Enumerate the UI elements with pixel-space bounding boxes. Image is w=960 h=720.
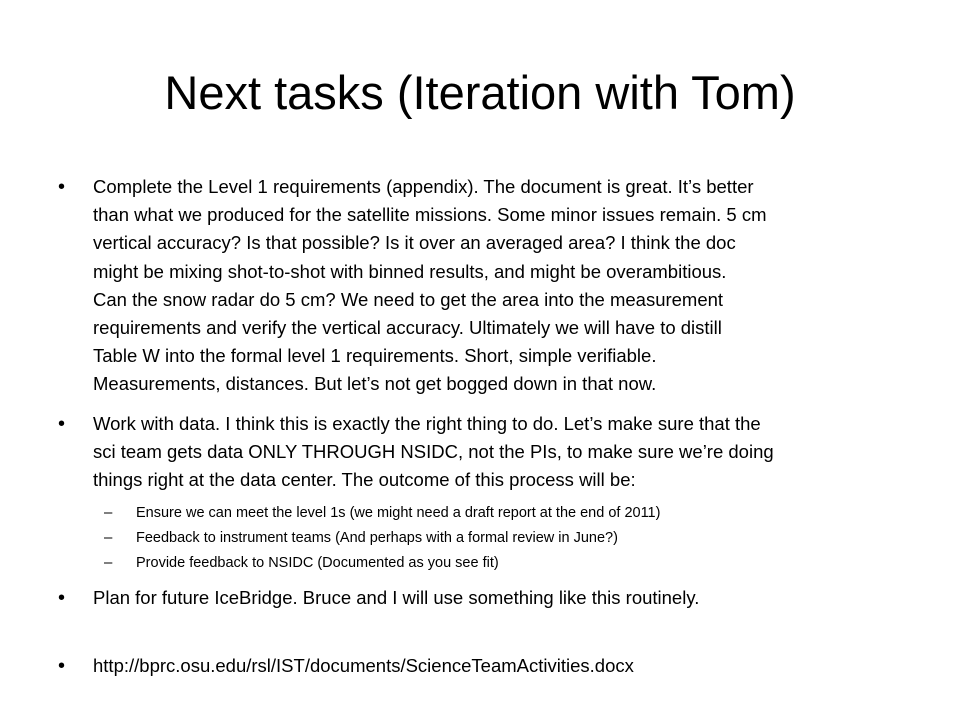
sub-bullet-marker: – — [104, 554, 113, 571]
bullet-marker: • — [58, 176, 66, 198]
slide-title: Next tasks (Iteration with Tom) — [164, 66, 796, 119]
document-link[interactable]: http://bprc.osu.edu/rsl/IST/documents/ScienceTeamActivities.docx — [93, 655, 634, 676]
sub-bullet-text: Ensure we can meet the level 1s (we might need a draft report at the end of 2011) — [136, 505, 661, 521]
bullet-marker: • — [58, 413, 66, 435]
sub-bullet-text: Provide feedback to NSIDC (Documented as you see fit) — [136, 555, 499, 571]
bullet-text: Complete the Level 1 requirements (appendix). The document is great. It’s better than what we produced for the satellite missions. Some minor issues remain. 5 cm vertical accuracy? Is that possible? Is it over an averaged area? I think the doc might be mixing shot-to-shot with binned results, and might be overambitious. Can the snow radar do 5 cm? We need to get the area into the measurement requirements and verify the vertical accuracy. Ultimately we will have to distill Table W into the formal level 1 requirements. Short, simple verifiable. Measurements, distances. But let’s not get bogged down in that now. — [93, 176, 767, 395]
bullet-marker: • — [58, 655, 66, 677]
bullet-text: Work with data. I think this is exactly the right thing to do. Let’s make sure that the sci team gets data ONLY THROUGH NSIDC, not the PIs, to make sure we’re doing things right at the data center. The outcome of this process will be: — [93, 413, 774, 491]
bullet-marker: • — [58, 587, 66, 609]
sub-bullet-text: Feedback to instrument teams (And perhaps with a formal review in June?) — [136, 530, 618, 546]
bullet-text: Plan for future IceBridge. Bruce and I will use something like this routinely. — [93, 587, 700, 608]
sub-bullet-marker: – — [104, 504, 113, 521]
sub-bullet-marker: – — [104, 529, 113, 546]
